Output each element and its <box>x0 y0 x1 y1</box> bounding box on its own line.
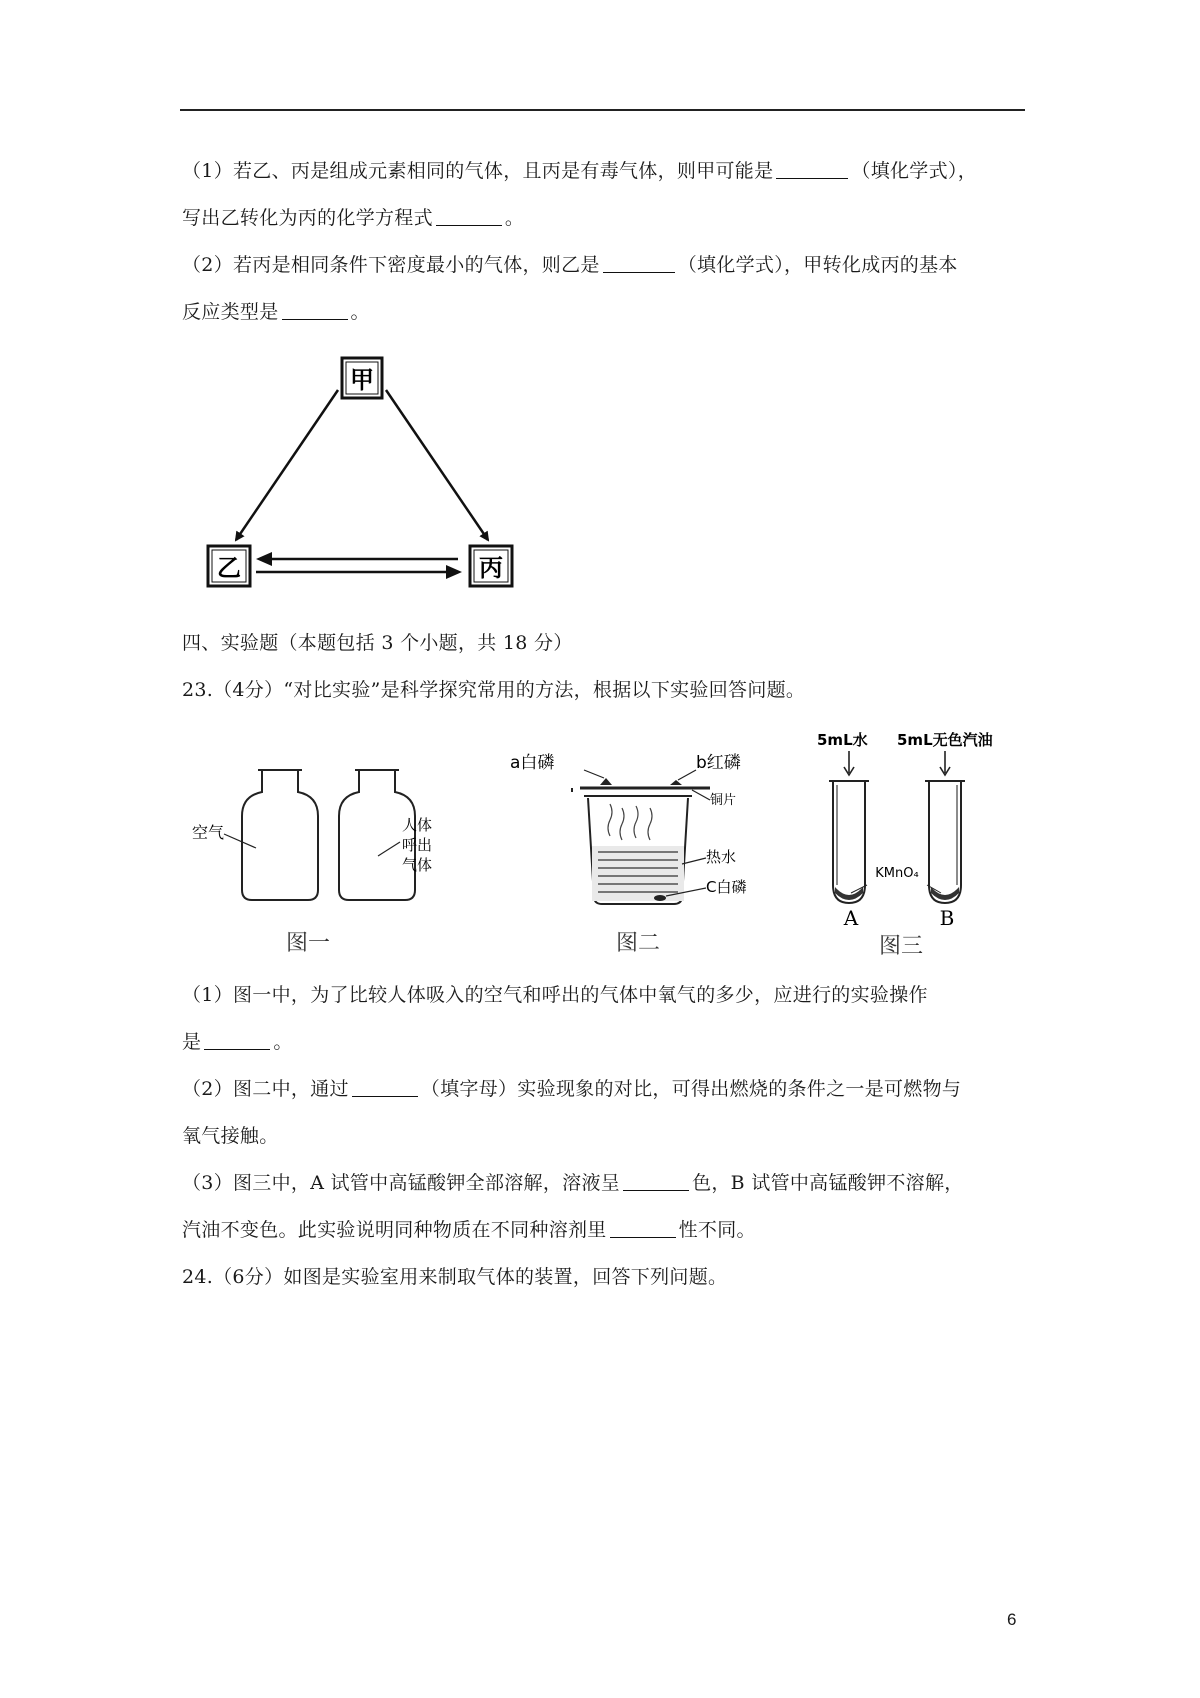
kmno4-solid-B <box>931 887 959 900</box>
label-a-white-phosphorus: a白磷 <box>510 753 555 773</box>
label-air: 空气 <box>192 823 225 842</box>
answer-blank[interactable] <box>623 1171 689 1191</box>
white-phosphorus-c <box>654 895 666 901</box>
answer-blank[interactable] <box>603 253 675 273</box>
q22-part1-line2: 写出乙转化为丙的化学方程式 。 <box>182 207 525 229</box>
test-tube-A <box>833 781 865 903</box>
answer-blank[interactable] <box>204 1030 270 1050</box>
node-jia-label: 甲 <box>350 366 374 394</box>
arrow-jia-to-bing <box>386 390 488 540</box>
q23-part1-line1: （1）图一中，为了比较人体吸入的空气和呼出的气体中氧气的多少，应进行的实验操作 <box>182 984 928 1006</box>
caption-figure-3: 图三 <box>878 934 924 959</box>
test-tube-B <box>929 781 961 903</box>
bottle-air <box>242 770 318 900</box>
label-c-white-phosphorus: C白磷 <box>706 878 747 896</box>
label-exhaled-2: 呼出 <box>402 836 433 854</box>
red-phosphorus-b <box>670 780 682 785</box>
label-exhaled-1: 人体 <box>402 816 433 834</box>
q23-part1-line2: 是 。 <box>182 1031 293 1053</box>
label-tube-A: A <box>843 906 859 930</box>
q23-part2-line1: （2）图二中，通过 （填字母）实验现象的对比，可得出燃烧的条件之一是可燃物与 <box>182 1078 962 1100</box>
arrow-yi-to-bing-head <box>446 565 462 579</box>
node-bing-label: 丙 <box>479 554 503 582</box>
page-number: 6 <box>1007 1610 1017 1629</box>
label-hot-water: 热水 <box>706 848 737 866</box>
label-tube-B: B <box>939 906 955 930</box>
figure-1-gas-bottles <box>190 750 440 960</box>
label-5ml-water: 5mL水 <box>817 731 868 749</box>
arrow-bing-to-yi-head <box>256 552 272 566</box>
transformation-diagram <box>200 350 530 600</box>
node-bing <box>470 546 512 586</box>
q24-stem: 24.（6分）如图是实验室用来制取气体的装置，回答下列问题。 <box>182 1266 728 1288</box>
bottle-exhaled <box>339 770 415 900</box>
label-kmno4: KMnO₄ <box>875 866 919 881</box>
caption-figure-2: 图二 <box>615 931 661 956</box>
q23-part2-line2: 氧气接触。 <box>182 1125 279 1147</box>
answer-blank[interactable] <box>282 300 348 320</box>
header-rule <box>180 109 1025 111</box>
answer-blank[interactable] <box>776 159 848 179</box>
answer-blank[interactable] <box>610 1218 676 1238</box>
figure-3-test-tubes <box>815 725 1030 960</box>
section-4-title: 四、实验题（本题包括 3 个小题，共 18 分） <box>182 632 573 654</box>
figure-2-combustion-beaker <box>510 740 760 960</box>
white-phosphorus-a <box>600 778 612 785</box>
q22-part2-line1: （2）若丙是相同条件下密度最小的气体，则乙是 （填化学式），甲转化成丙的基本 <box>182 254 958 276</box>
label-exhaled-3: 气体 <box>402 856 433 874</box>
q23-stem: 23.（4分）“对比实验”是科学探究常用的方法，根据以下实验回答问题。 <box>182 679 806 701</box>
hot-water <box>592 846 684 901</box>
q23-part3-line2: 汽油不变色。此实验说明同种物质在不同种溶剂里 性不同。 <box>182 1219 756 1241</box>
label-5ml-gasoline: 5mL无色汽油 <box>897 731 993 749</box>
answer-blank[interactable] <box>352 1077 418 1097</box>
caption-figure-1: 图一 <box>285 931 331 956</box>
q22-part2-line2: 反应类型是 。 <box>182 301 370 323</box>
label-b-red-phosphorus: b红磷 <box>696 753 741 773</box>
arrow-jia-to-yi <box>236 390 338 540</box>
node-yi <box>208 546 250 586</box>
q22-part1-line1: （1）若乙、丙是组成元素相同的气体，且丙是有毒气体，则甲可能是 （填化学式）， <box>182 160 977 182</box>
node-yi-label: 乙 <box>217 554 241 582</box>
q23-part3-line1: （3）图三中，A 试管中高锰酸钾全部溶解，溶液呈 色，B 试管中高锰酸钾不溶解， <box>182 1172 964 1194</box>
label-copper-plate: 铜片 <box>710 793 737 808</box>
node-jia <box>342 358 382 398</box>
answer-blank[interactable] <box>436 206 502 226</box>
